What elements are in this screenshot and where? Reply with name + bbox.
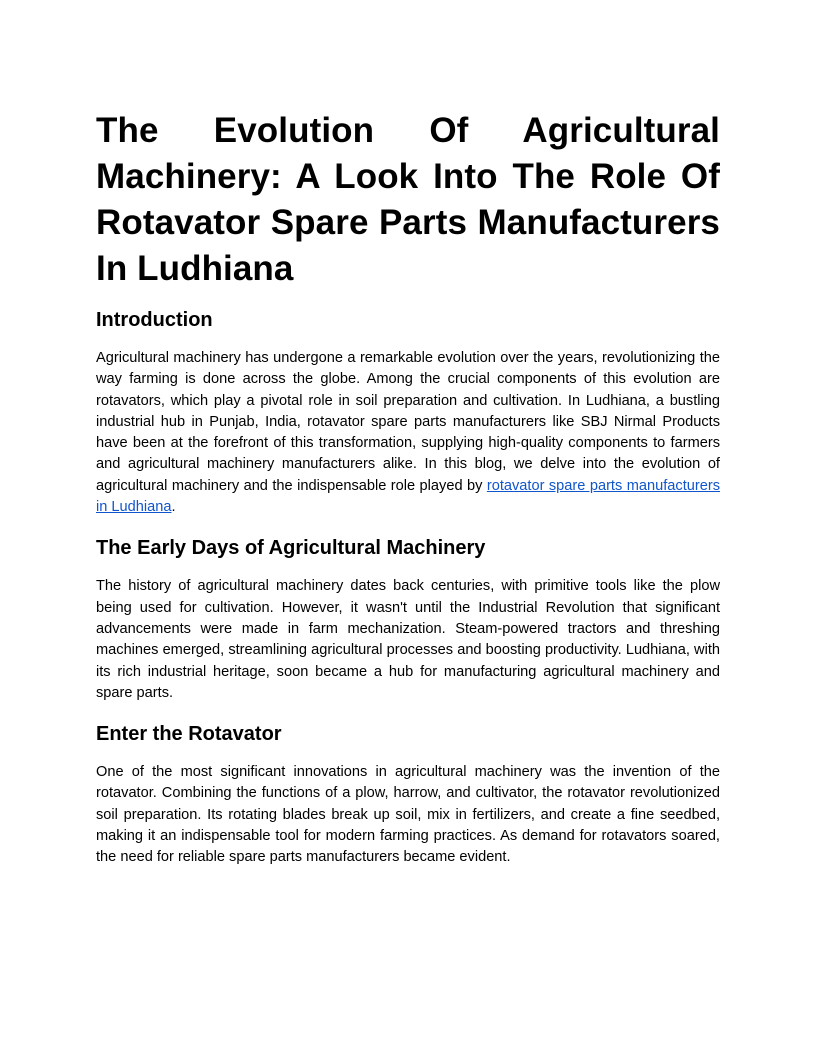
document-title: The Evolution Of Agricultural Machinery: A Look Into The Role Of Rotavator Spare Parts Manufacturers In Ludhiana	[96, 111, 720, 288]
section-introduction	[96, 306, 720, 518]
paragraph-text: Agricultural machinery has undergone a remarkable evolution over the years, revolutionizing the way farming is done across the globe. Among the crucial components of this evolution are rotavators, which play a pivotal role in soil preparation and cultivation. In Ludhiana, a bustling industrial hub in Punjab, India, rotavator spare parts manufacturers like SBJ Nirmal Products have been at the forefront of this transformation, supplying high-quality components to farmers and agricultural machinery manufacturers alike. In this blog, we delve into the evolution of agricultural machinery and the indispensable role played by	[96, 350, 720, 494]
section-paragraph-introduction	[96, 348, 720, 518]
section-early-days	[96, 534, 720, 704]
document-page	[96, 108, 720, 885]
section-heading-enter-rotavator: Enter the Rotavator	[96, 723, 282, 746]
section-heading-early-days: The Early Days of Agricultural Machinery	[96, 537, 486, 560]
rotavator-manufacturers-link[interactable]: rotavator spare parts manufacturers in Ludhiana	[96, 477, 720, 516]
section-paragraph-enter-rotavator: One of the most significant innovations in agricultural machinery was the invention of the rotavator. Combining the functions of a plow, harrow, and cultivator, the rotavator revolutionized soil preparation. Its rotating blades break up soil, mix in fertilizers, and create a fine seedbed, making it an indispensable tool for modern farming practices. As demand for rotavators soared, the need for reliable spare parts manufacturers became evident.	[96, 764, 720, 866]
section-paragraph-early-days: The history of agricultural machinery dates back centuries, with primitive tools like the plow being used for cultivation. However, it wasn't until the Industrial Revolution that significant advancements were made in farm mechanization. Steam-powered tractors and threshing machines emerged, streamlining agricultural processes and boosting productivity. Ludhiana, with its rich industrial heritage, soon became a hub for manufacturing agricultural machinery and spare parts.	[96, 578, 720, 701]
paragraph-text-end: .	[171, 499, 176, 516]
section-enter-rotavator	[96, 720, 720, 868]
section-heading-introduction: Introduction	[96, 309, 213, 331]
